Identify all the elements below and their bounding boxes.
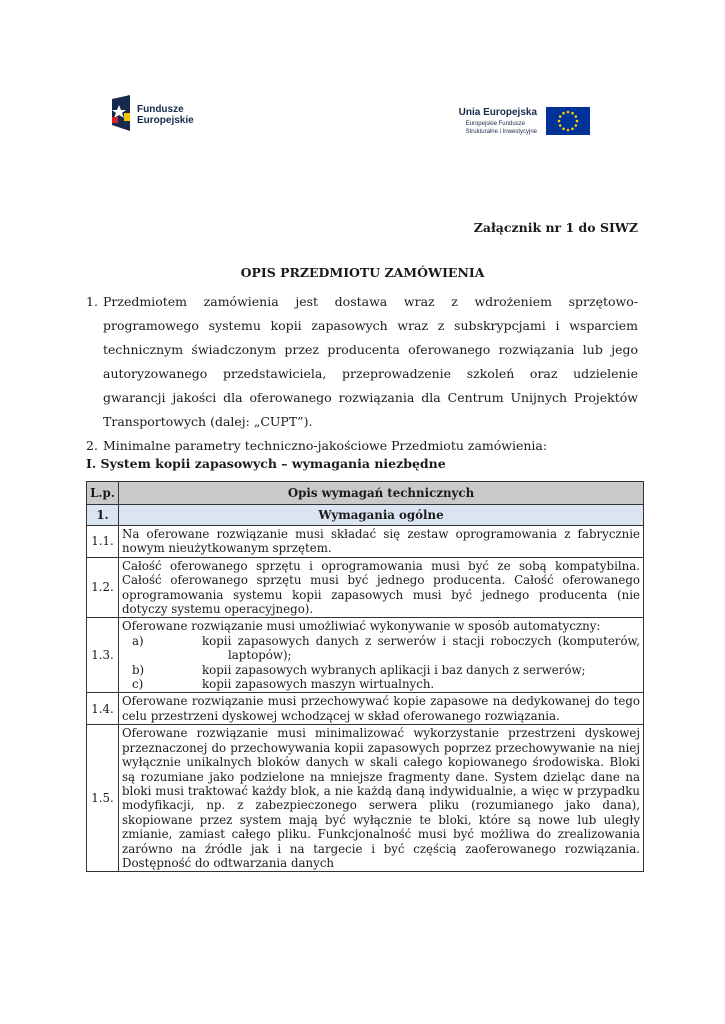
row-description: Na oferowane rozwiązanie musi składać się zestaw oprogramowania z fabrycznie nowym nieużytkowanym sprzętem. (119, 526, 644, 558)
table-row (87, 526, 644, 558)
row-description: Oferowane rozwiązanie musi minimalizować wykorzystanie przestrzeni dyskowej przeznaczonej do przechowywania kopii zapasowych poprzez przechowywanie na niej wyłącznie unikalnych bloków danych w skali całego kopiowanego środowiska. Bloki są rozumiane jako podzielone na mniejsze fragmenty dane. System dzieląc dane na bloki musi traktować każdy blok, a nie każdą daną indywidualnie, a więc w przypadku modyfikacji, np. z zabezpieczonego serwera pliku (rozumianego jako dana), skopiowane przez system mają być wyłącznie te bloki, które są nowe lub uległy zmianie, zamiast całego pliku. Funkcjonalność musi być możliwa do zrealizowania zarówno na źródle jak i na targecie i być częścią zaoferowanego rozwiązania. Dostępność do odtwarzania danych (119, 725, 644, 872)
fundusze-europejskie-logo (110, 95, 210, 131)
intro-list (86, 290, 638, 458)
sub-item-text: kopii zapasowych wybranych aplikacji i baz danych z serwerów; (202, 662, 586, 677)
intro-item-number: 1. (86, 294, 98, 309)
table-group-row (87, 505, 644, 526)
ue-logo-lines (466, 120, 537, 136)
sub-item-text: kopii zapasowych danych z serwerów i stacji roboczych (komputerów, laptopów); (202, 633, 640, 663)
attachment-label: Załącznik nr 1 do SIWZ (473, 220, 638, 235)
table-row (87, 618, 644, 693)
row-description-intro: Oferowane rozwiązanie musi umożliwiać wykonywanie w sposób automatyczny: (122, 619, 601, 634)
intro-item (86, 434, 638, 458)
row-number: 1.5. (87, 725, 119, 872)
document-title: OPIS PRZEDMIOTU ZAMÓWIENIA (240, 265, 485, 280)
row-description: Całość oferowanego sprzętu i oprogramowania musi być ze sobą kompatybilna. Całość oferowanego sprzętu musi być jednego producenta. Całość oferowanego oprogramowania systemu kopii zapasowych musi być jednego producenta (nie dotyczy systemu operacyjnego). (119, 557, 644, 618)
row-number: 1.2. (87, 557, 119, 618)
sub-item (122, 634, 640, 663)
table-row (87, 725, 644, 872)
sub-item (122, 663, 640, 677)
sub-item-letter: a) (132, 633, 144, 648)
row-description: Oferowane rozwiązanie musi przechowywać kopie zapasowe na dedykowanej do tego celu przestrzeni dyskowej wchodzącej w skład oferowanego rozwiązania. (119, 693, 644, 725)
ue-logo-line3: Strukturalne i Inwestycyjne (465, 129, 537, 135)
sub-item-text: kopii zapasowych maszyn wirtualnych. (202, 677, 435, 692)
table-row (87, 557, 644, 618)
table-row (87, 693, 644, 725)
sub-item (122, 677, 640, 691)
row-number: 1.4. (87, 693, 119, 725)
sub-item-letter: c) (132, 677, 144, 692)
group-label: Wymagania ogólne (119, 505, 644, 526)
row-description (119, 618, 644, 693)
intro-item-text: Minimalne parametry techniczno-jakościowe Przedmiotu zamówienia: (103, 438, 548, 453)
row-number: 1.1. (87, 526, 119, 558)
row-number: 1.3. (87, 618, 119, 693)
intro-item-text: Przedmiotem zamówienia jest dostawa wraz z wdrożeniem sprzętowo-programowego systemu kopii zapasowych wraz z subskrypcjami i wsparciem technicznym świadczonym przez producenta oferowanego rozwiązania lub jego autoryzowanego przedstawiciela, przeprowadzenie szkoleń oraz udzielenie gwarancji jakości dla oferowanego rozwiązania dla Centrum Unijnych Projektów Transportowych (dalej: „CUPT”). (103, 294, 638, 429)
column-header-lp: L.p. (87, 482, 119, 505)
eu-flag-icon (546, 107, 590, 135)
requirements-table (86, 481, 644, 872)
fe-star-icon (110, 95, 132, 131)
ue-logo-line2: Europejskie Fundusze (465, 121, 525, 127)
unia-europejska-logo (440, 107, 595, 137)
sub-item-letter: b) (132, 662, 145, 677)
fe-logo-line2: Europejskie (137, 115, 194, 126)
group-number: 1. (87, 505, 119, 526)
table-header-row (87, 482, 644, 505)
fe-logo-line1: Fundusze (137, 104, 184, 115)
column-header-description: Opis wymagań technicznych (119, 482, 644, 505)
intro-item-number: 2. (86, 438, 98, 453)
section-title: I. System kopii zapasowych – wymagania niezbędne (86, 456, 446, 471)
ue-logo-line1: Unia Europejska (458, 107, 537, 118)
intro-item (86, 290, 638, 434)
